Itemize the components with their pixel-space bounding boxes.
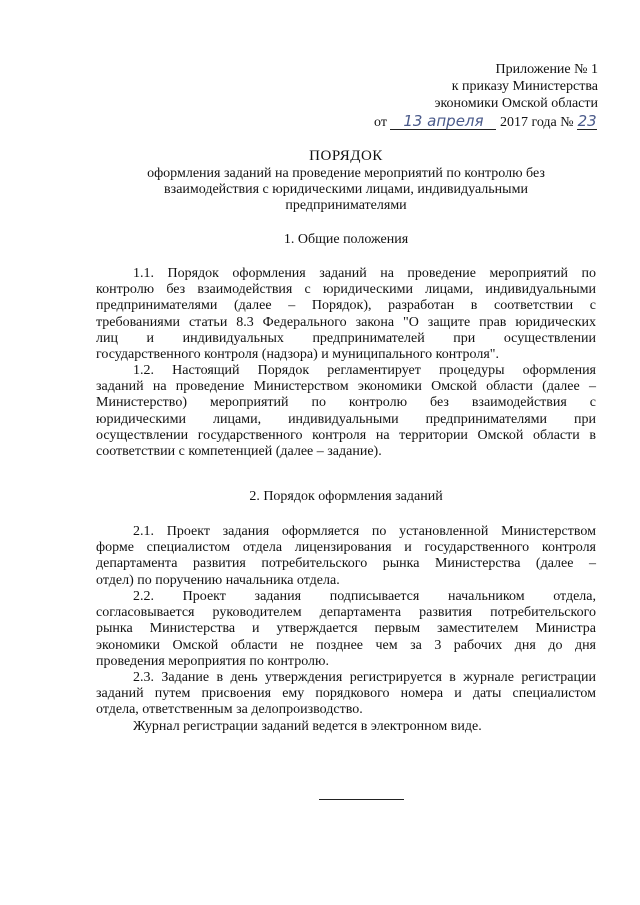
text-line: департамента развития потребительского рынка Министерства (далее – <box>96 556 596 572</box>
handwritten-date: 13 апреля <box>390 113 496 130</box>
text-line: форме специалистом отдела лицензирования и государственного контроля <box>96 540 596 556</box>
text-line: контролю без взаимодействия с юридическими лицами, индивидуальными <box>96 282 596 298</box>
text-line: экономики Омской области не позднее чем за 3 рабочих дня до дня <box>96 637 596 653</box>
text-line: требованиями статьи 8.3 Федерального закона "О защите прав юридических <box>96 314 596 330</box>
paragraph-1-2 <box>96 363 596 460</box>
text-line: заданий путем присвоения ему порядкового номера и даты специалистом <box>96 686 596 702</box>
text-line: 1.1. Порядок оформления заданий на проведение мероприятий по <box>133 266 596 281</box>
text-line: 2.3. Задание в день утверждения регистрируется в журнале регистрации <box>133 670 596 685</box>
section-heading-procedure: 2. Порядок оформления заданий <box>249 489 443 504</box>
paragraph-journal <box>96 719 596 735</box>
subtitle-line: оформления заданий на проведение мероприятий по контролю без <box>147 166 545 181</box>
document-subtitle <box>96 166 596 215</box>
text-line: отдел) по поручению начальника отдела. <box>96 572 340 588</box>
text-line: предпринимателями (далее – Порядок), разработан в соответствии с <box>96 298 596 314</box>
order-reference: к приказу Министерства <box>451 79 598 94</box>
subtitle-line: взаимодействия с юридическими лицами, индивидуальными <box>164 182 528 198</box>
year-text: 2017 года № <box>499 115 574 130</box>
document-title: ПОРЯДОК <box>309 148 383 164</box>
text-line: рынка Министерства и утверждается первым заместителем Министра <box>96 621 596 637</box>
text-line: 2.2. Проект задания подписывается начальником отдела, <box>133 589 596 604</box>
text-line: 1.2. Настоящий Порядок регламентирует процедуры оформления <box>133 363 596 378</box>
handwritten-number: 23 <box>577 112 597 130</box>
text-line: осуществлении государственного контроля на территории Омской области в <box>96 427 596 443</box>
text-line: соответствии с компетенцией (далее – задание). <box>96 444 382 460</box>
subtitle-line: предпринимателями <box>285 198 407 214</box>
text-line: Журнал регистрации заданий ведется в электронном виде. <box>133 719 482 734</box>
closing-divider <box>319 799 404 800</box>
text-line: проведения мероприятия по контролю. <box>96 653 329 669</box>
paragraph-2-1 <box>96 524 596 589</box>
text-line: лиц и индивидуальных предпринимателей при осуществлении <box>96 330 596 346</box>
appendix-number: Приложение № 1 <box>495 62 598 77</box>
paragraph-1-1 <box>96 266 596 363</box>
text-line: Министерство) мероприятий по контролю без взаимодействия с <box>96 395 596 411</box>
ministry-name: экономики Омской области <box>434 96 598 111</box>
date-prefix: от <box>374 115 387 130</box>
paragraph-2-2 <box>96 589 596 670</box>
paragraph-2-3 <box>96 670 596 719</box>
order-date-line <box>374 113 597 131</box>
text-line: государственного контроля (надзора) и муниципального контроля". <box>96 347 500 363</box>
section-heading-general: 1. Общие положения <box>283 232 409 247</box>
text-line: юридическими лицами, индивидуальными предпринимателями при <box>96 411 596 427</box>
text-line: заданий на проведение Министерством экономики Омской области (далее – <box>96 379 596 395</box>
text-line: 2.1. Проект задания оформляется по установленной Министерством <box>133 524 596 539</box>
text-line: согласовывается руководителем департамента развития потребительского <box>96 605 596 621</box>
text-line: отдела, ответственным за делопроизводство. <box>96 702 363 718</box>
